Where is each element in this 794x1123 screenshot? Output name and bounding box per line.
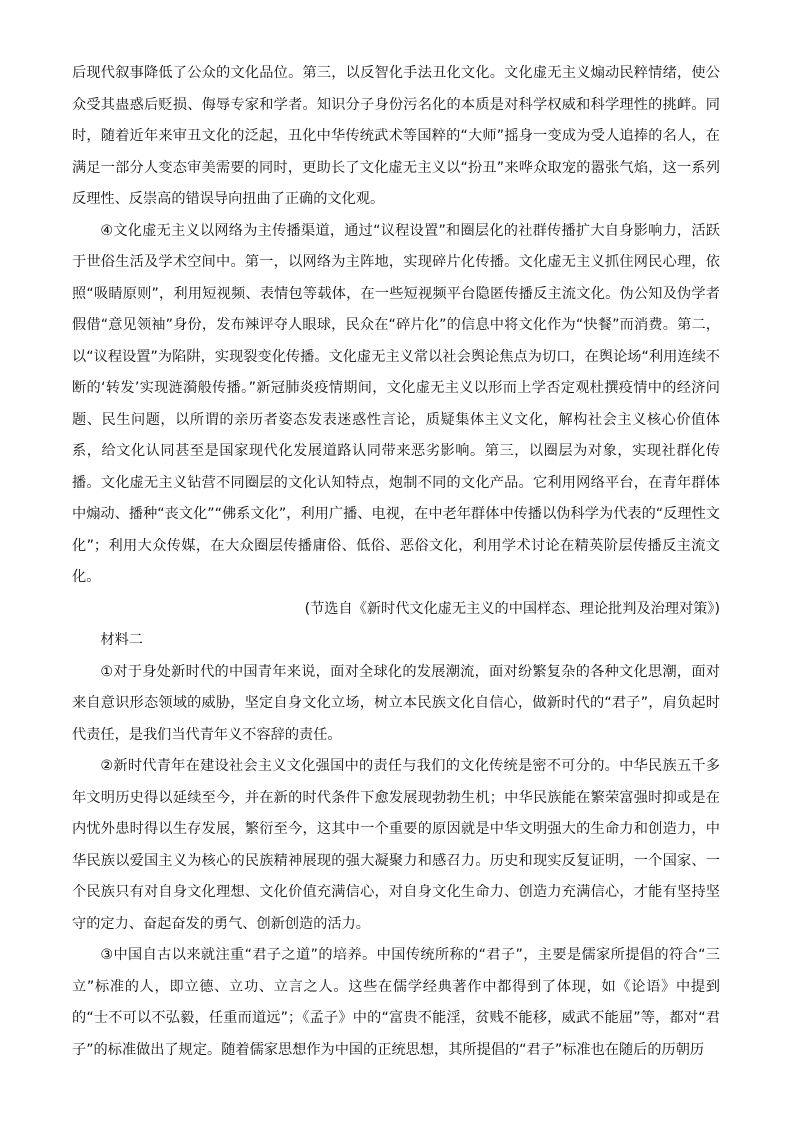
material-two-paragraph-2: ②新时代青年在建设社会主义文化强国中的责任与我们的文化传统是密不可分的。中华民族五千多年文明历史得以延续至今，并在新的时代条件下愈发展现勃勃生机；中华民族能在繁荣富强时抑或是在内忧外患时得以生存发展，繁衍至今，这其中一个重要的原因就是中华文明强大的生命力和创造力，中华民族以爱国主义为核心的民族精神展现的强大凝聚力和感召力。历史和现实反复证明，一个国家、一个民族只有对自身文化理想、文化价值充满信心，对自身文化生命力、创造力充满信心，才能有坚持坚守的定力、奋起奋发的勇气、创新创造的活力。 [72, 758, 720, 932]
paragraph-4: ④文化虚无主义以网络为主传播渠道，通过“议程设置”和圈层化的社群传播扩大自身影响力，活跃于世俗生活及学术空间中。第一，以网络为主阵地，实现碎片化传播。文化虚无主义抓住网民心理，依照“吸睛原则”，利用短视频、表情包等载体，在一些短视频平台隐匿传播反主流文化。伪公知及伪学者假借“意见领袖”身份，发布辣评夺人眼球，民众在“碎片化”的信息中将文化作为“快餐”而消费。第二，以“议程设置”为陷阱，实现裂变化传播。文化虚无主义常以社会舆论焦点为切口，在舆论场“利用连续不断的‘转发’实现涟漪般传播。”新冠肺炎疫情期间，文化虚无主义以形而上学否定观杜撰疫情中的经济问题、民生问题，以所谓的亲历者姿态发表迷惑性言论，质疑集体主义文化，解构社会主义核心价值体系，给文化认同甚至是国家现代化发展道路认同带来恶劣影响。第三，以圈层为对象，实现社群化传播。文化虚无主义钻营不同圈层的文化认知特点，炮制不同的文化产品。它利用网络平台，在青年群体中煽动、播种“丧文化”“佛系文化”，利用广播、电视，在中老年群体中传播以伪科学为代表的“反理性文化”；利用大众传媒，在大众圈层传播庸俗、低俗、恶俗文化，利用学术讨论在精英阶层传播反主流文化。 [72, 222, 720, 585]
paragraph-continued: 后现代叙事降低了公众的文化品位。第三，以反智化手法丑化文化。文化虚无主义煽动民粹情绪，使公众受其蛊惑后贬损、侮辱专家和学者。知识分子身份污名化的本质是对科学权威和科学理性的挑衅。同时，随着近年来审丑文化的泛起，丑化中华传统武术等国粹的“大师”摇身一变成为受人追捧的名人，在满足一部分人变态审美需要的同时，更助长了文化虚无主义以“扮丑”来哗众取宠的嚣张气焰，这一系列反理性、反崇高的错误导向扭曲了正确的文化观。 [72, 65, 720, 207]
material-two-paragraph-1: ①对于身处新时代的中国青年来说，面对全球化的发展潮流，面对纷繁复杂的各种文化思潮，面对来自意识形态领域的威胁，坚定自身文化立场，树立本民族文化自信心，做新时代的“君子”，肩负起时代责任，是我们当代青年义不容辞的责任。 [72, 663, 720, 743]
source-citation: (节选自《新时代文化虚无主义的中国样态、理论批判及治理对策》) [304, 600, 720, 617]
material-two-heading: 材料二 [100, 632, 143, 648]
material-two-paragraph-3: ③中国自古以来就注重“君子之道”的培养。中国传统所称的“君子”，主要是儒家所提倡的符合“三立”标准的人，即立德、立功、立言之人。这些在儒学经典著作中都得到了体现，如《论语》中提到的“士不可以不弘毅，任重而道远”；《孟子》中的“富贵不能淫，贫贱不能移，威武不能屈”等，都对“君子”的标准做出了规定。随着儒家思想作为中国的正统思想，其所提倡的“君子”标准也在随后的历朝历 [72, 947, 720, 1058]
document-page [72, 58, 720, 1066]
